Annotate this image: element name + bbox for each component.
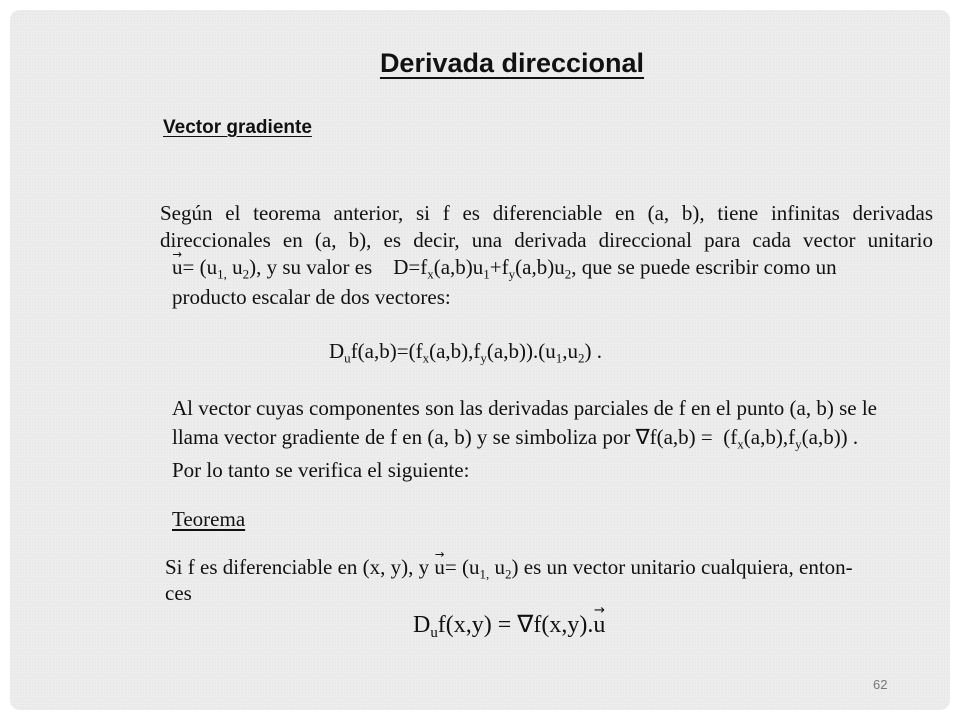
paragraph2-line2: llama vector gradiente de f en (a, b) y se simboliza por $\nabla f(a,b) = (f_x(a,b),f_y(a,b))$ .: [172, 425, 859, 452]
directional-derivative-formula: $D=f_x(a,b)u_1+f_y(a,b)u_2$: [393, 255, 572, 282]
gradient-symbol: ∇f(a,b) =: [635, 425, 713, 449]
page-number: 62: [873, 677, 888, 692]
gradient-vector: $(f_x(a,b),f_y(a,b))$ .: [723, 425, 859, 452]
paragraph1-line1: Según el teorema anterior, si f es diferenciable en (a, b), tiene infinitas derivadas: [160, 201, 933, 225]
paragraph1-line4: producto escalar de dos vectores:: [172, 285, 451, 309]
paragraph2-line1: Al vector cuyas componentes son las derivadas parciales de f en el punto (a, b) se le: [172, 396, 877, 420]
theorem-line1: Si f es diferenciable en (x, y), $y \to u= (u_{1,}$ $u_2$) es un vector unitario cualquiera, enton-: [165, 555, 853, 580]
unit-vector-u: → u: [172, 255, 183, 280]
theorem-heading: Teorema: [172, 507, 246, 531]
paragraph1-line3: → $u= (u_{1,}$ $u_2$), y su valor es $D=f_x(a,b)u_1+f_y(a,b)u_2$, que se puede escribir como un: [172, 255, 837, 280]
unit-vector-u: → u: [434, 555, 445, 580]
page-title: Derivada direccional: [379, 48, 645, 78]
section-subtitle: Vector gradiente: [163, 117, 312, 138]
dot-product-formula: $D_uf(a,b)=(f_x(a,b),f_y(a,b)).(u_1,u_2)$ .: [329, 339, 602, 366]
paragraph1-line2: direccionales en (a, b), es decir, una derivada direccional para cada vector unitario: [160, 228, 933, 252]
theorem-formula: $D_uf(x,y) = \nabla f(x,y).\to u$: [413, 610, 605, 639]
paragraph2-line3: Por lo tanto se verifica el siguiente:: [172, 458, 470, 482]
theorem-line2: ces: [165, 581, 192, 605]
